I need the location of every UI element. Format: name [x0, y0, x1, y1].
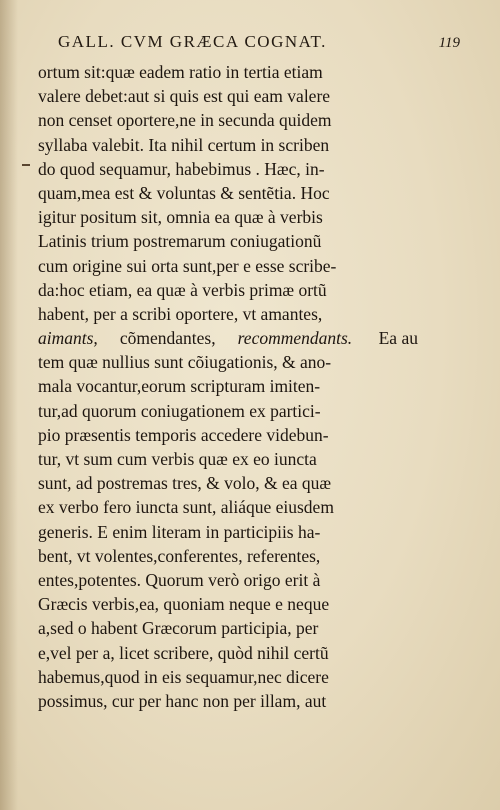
text-line	[38, 592, 418, 616]
text-line	[38, 568, 418, 592]
text-segment: e,vel per a, licet scribere, quòd nihil certũ	[38, 642, 329, 663]
text-line	[38, 84, 418, 108]
text-segment: valere debet:aut si quis est qui eam valere	[38, 86, 331, 107]
text-segment: tur, vt sum cum verbis quæ ex eo iuncta	[38, 449, 317, 469]
text-segment: mala vocantur,eorum scripturam imiten-	[38, 376, 321, 397]
text-line	[38, 229, 418, 253]
text-line	[38, 278, 418, 302]
italic-word: recommendants.	[237, 328, 353, 349]
italic-word: aimants,	[38, 328, 98, 349]
text-segment: quam,mea est & voluntas & sentẽtia. Hoc	[38, 182, 330, 203]
text-line	[38, 399, 418, 423]
text-line	[38, 205, 418, 229]
text-segment: tem quæ nullius sunt cõiugationis, & ano-	[38, 352, 332, 373]
text-segment: non censet oportere,ne in secunda quidem	[38, 110, 332, 131]
text-line	[38, 157, 418, 181]
text-segment: tur,ad quorum coniugationem ex partici-	[38, 400, 321, 421]
text-line	[38, 665, 418, 689]
text-line	[38, 689, 418, 713]
text-segment: entes,potentes. Quorum verò origo erit à	[38, 569, 321, 590]
text-line	[38, 108, 418, 132]
text-line	[38, 495, 418, 519]
text-line	[38, 374, 418, 398]
text-segment: generis. E enim literam in participiis ha-	[38, 521, 321, 542]
text-line	[38, 254, 418, 278]
text-segment: ortum sit:quæ eadem ratio in tertia etiam	[38, 62, 323, 82]
text-segment: cõmendantes,	[119, 328, 216, 349]
text-segment: Græcis verbis,ea, quoniam neque e neque	[38, 594, 330, 615]
text-line	[38, 447, 418, 471]
margin-mark	[22, 164, 30, 166]
text-line	[38, 326, 418, 350]
text-line	[38, 350, 418, 374]
text-line	[38, 181, 418, 205]
text-segment: da:hoc etiam, ea quæ à verbis primæ ortũ	[38, 279, 327, 300]
text-segment: possimus, cur per hanc non per illam, aut	[38, 690, 327, 711]
page-number: 119	[438, 35, 460, 51]
page-header	[58, 32, 460, 56]
text-segment: sunt, ad postremas tres, & volo, & ea quæ	[38, 473, 332, 494]
text-segment: bent, vt volentes,conferentes, referentes,	[38, 545, 321, 566]
text-line	[38, 520, 418, 544]
text-segment: a,sed o habent Græcorum participia, per	[38, 618, 319, 639]
text-line	[38, 616, 418, 640]
text-line	[38, 641, 418, 665]
text-line	[38, 423, 418, 447]
text-segment: cum origine sui orta sunt,per e esse scribe-	[38, 255, 337, 276]
body-text	[38, 60, 418, 713]
text-segment: do quod sequamur, habebimus . Hæc, in-	[38, 158, 325, 179]
text-line	[38, 471, 418, 495]
text-line	[38, 302, 418, 326]
running-head: GALL. CVM GRÆCA COGNAT.	[58, 32, 327, 51]
text-segment: habent, per a scribi oportere, vt amantes,	[38, 303, 323, 324]
text-segment: igitur positum sit, omnia ea quæ à verbis	[38, 207, 323, 228]
text-segment: Latinis trium postremarum coniugationũ	[38, 231, 322, 252]
text-segment: ex verbo fero iuncta sunt, aliáque eiusdem	[38, 497, 334, 518]
text-segment: Ea au	[374, 328, 418, 349]
text-line	[38, 60, 418, 84]
text-segment: syllaba valebit. Ita nihil certum in scriben	[38, 134, 330, 155]
text-segment: habemus,quod in eis sequamur,nec dicere	[38, 666, 329, 687]
text-segment: pio præsentis temporis accedere videbun-	[38, 424, 329, 445]
text-line	[38, 133, 418, 157]
text-line	[38, 544, 418, 568]
